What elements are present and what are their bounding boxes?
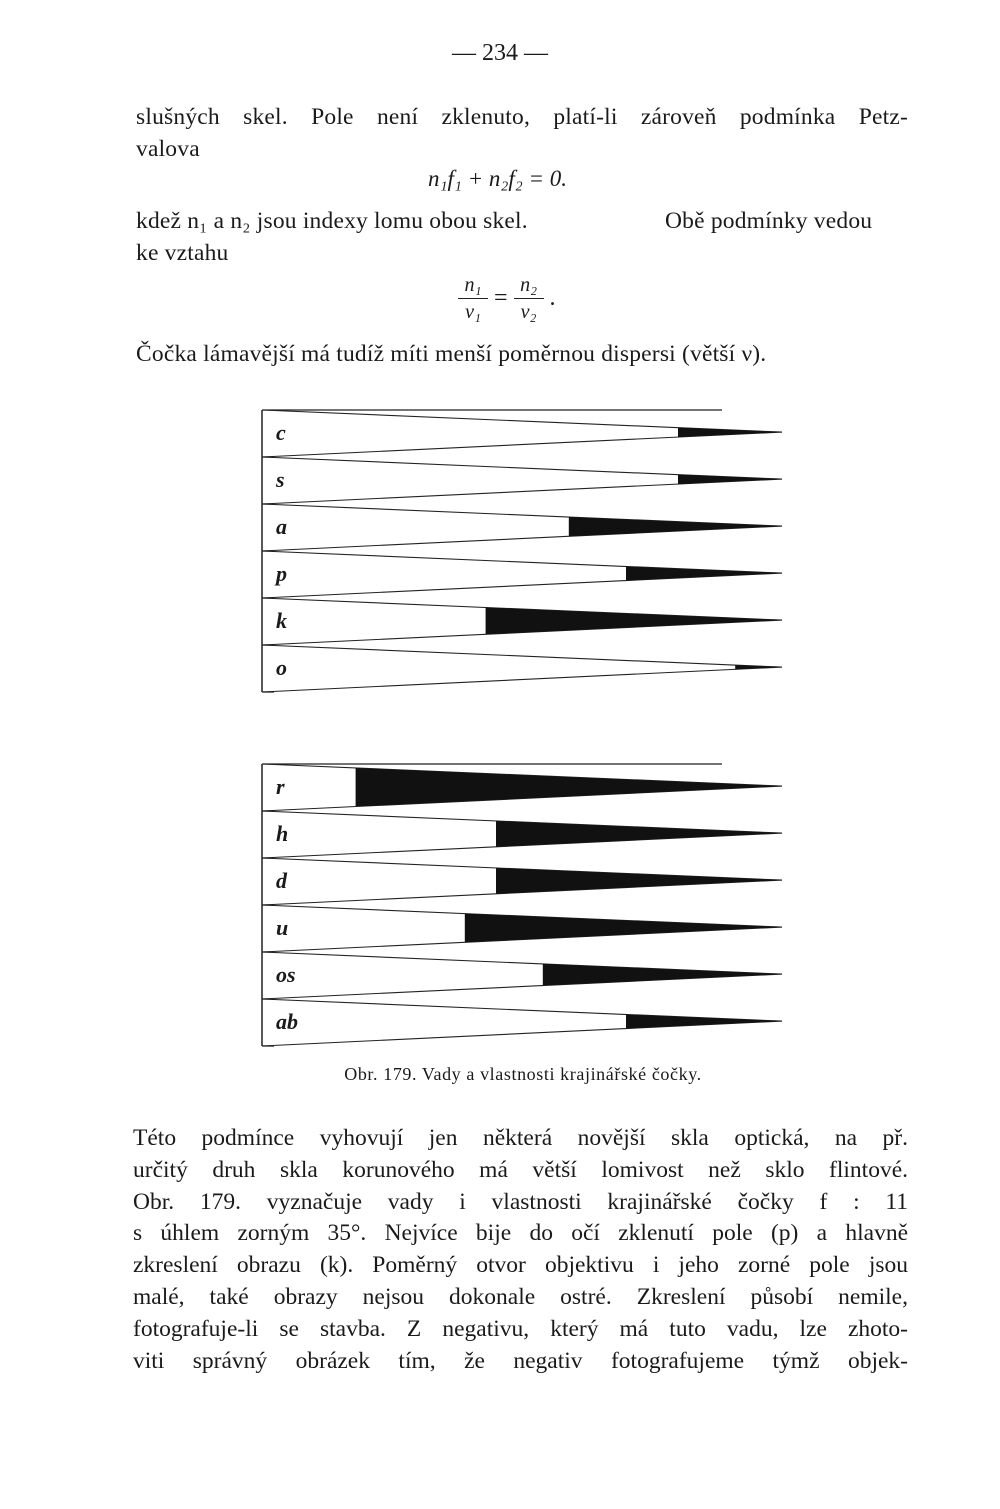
- row-label-d: d: [276, 868, 287, 894]
- wedge-black-k: [486, 607, 782, 634]
- wedge-lower-line: [262, 479, 782, 504]
- wedge-upper-line: [262, 457, 782, 479]
- wedge-black-r: [356, 768, 782, 807]
- row-label-k: k: [276, 608, 287, 634]
- wedge-black-u: [465, 914, 782, 943]
- paragraph-line: fotografuje-li se stavba. Z negativu, který má tuto vadu, lze zhoto-: [133, 1315, 908, 1342]
- wedge-lower-line: [262, 667, 782, 692]
- wedge-black-h: [496, 821, 782, 847]
- paragraph-line: s úhlem zorným 35°. Nejvíce bije do očí zklenutí pole (p) a hlavně: [133, 1220, 908, 1247]
- row-label-s: s: [276, 467, 285, 493]
- row-label-r: r: [276, 774, 285, 800]
- paragraph: [133, 1123, 908, 1377]
- row-label-h: h: [276, 821, 289, 847]
- row-label-ab: ab: [276, 1009, 298, 1035]
- wedge-upper-line: [262, 410, 782, 432]
- text-line-1: slušných skel. Pole není zklenuto, platí-li zároveň podmínka Petz-: [136, 104, 908, 130]
- text-line-ke: ke vztahu: [136, 240, 229, 266]
- row-label-c: c: [276, 420, 286, 446]
- wedge-black-p: [626, 566, 782, 580]
- row-label-a: a: [276, 514, 287, 540]
- fraction-right: $\frac{\text{n₂}}{\text{ν₂}}$: [514, 274, 544, 323]
- wedge-black-ab: [626, 1014, 782, 1028]
- wedge-black-os: [543, 964, 782, 986]
- wedge-black-s: [678, 475, 782, 484]
- row-label-u: u: [276, 915, 289, 941]
- wedge-lower-line: [262, 432, 782, 457]
- paragraph-line: Této podmínce vyhovují jen některá novější skla optická, na př.: [133, 1125, 908, 1151]
- text-line-cocka: Čočka lámavější má tudíž míti menší poměrnou dispersi (větší ν).: [136, 341, 767, 367]
- fraction-left: $\frac{\text{n₁}}{\text{ν₁}}$: [458, 274, 488, 323]
- wedge-lower-line: [262, 1021, 782, 1046]
- paragraph-line: viti správný obrázek tím, že negativ fotografujeme týmž objek-: [133, 1347, 908, 1374]
- equation-period: .: [549, 285, 556, 311]
- wedge-black-c: [678, 428, 782, 437]
- row-label-os: os: [276, 962, 296, 988]
- row-label-o: o: [276, 655, 287, 681]
- text-line-2: valova: [136, 136, 200, 162]
- wedge-black-d: [496, 868, 782, 894]
- wedge-lower-line: [262, 974, 782, 999]
- wedge-upper-line: [262, 645, 782, 667]
- figure-caption: Obr. 179. Vady a vlastnosti krajinářské čočky.: [344, 1064, 702, 1084]
- paragraph-line: určitý druh skla korunového má větší lomivost než sklo flintové.: [133, 1156, 908, 1183]
- wedge-black-a: [569, 517, 782, 536]
- text-line-kdez-right: Obě podmínky vedou: [665, 208, 873, 234]
- row-label-p: p: [276, 561, 287, 587]
- equals-sign: =: [494, 285, 508, 311]
- text-line-kdez: kdež n₁ a n₂ jsou indexy lomu obou skel.: [136, 208, 528, 234]
- paragraph-line: malé, také obrazy nejsou dokonale ostré. Zkreslení působí nemile,: [133, 1283, 908, 1310]
- paragraph-line: Obr. 179. vyznačuje vady i vlastnosti krajinářské čočky f : 11: [133, 1188, 908, 1215]
- wedge-lower-line: [262, 526, 782, 551]
- page-number: — 234 —: [452, 40, 548, 66]
- paragraph-line: zkreslení obrazu (k). Poměrný otvor objektivu i jeho zorné pole jsou: [133, 1252, 908, 1279]
- equation-petzval: n₁f₁ + n₂f₂ = 0.: [428, 166, 568, 191]
- wedge-lower-line: [262, 573, 782, 598]
